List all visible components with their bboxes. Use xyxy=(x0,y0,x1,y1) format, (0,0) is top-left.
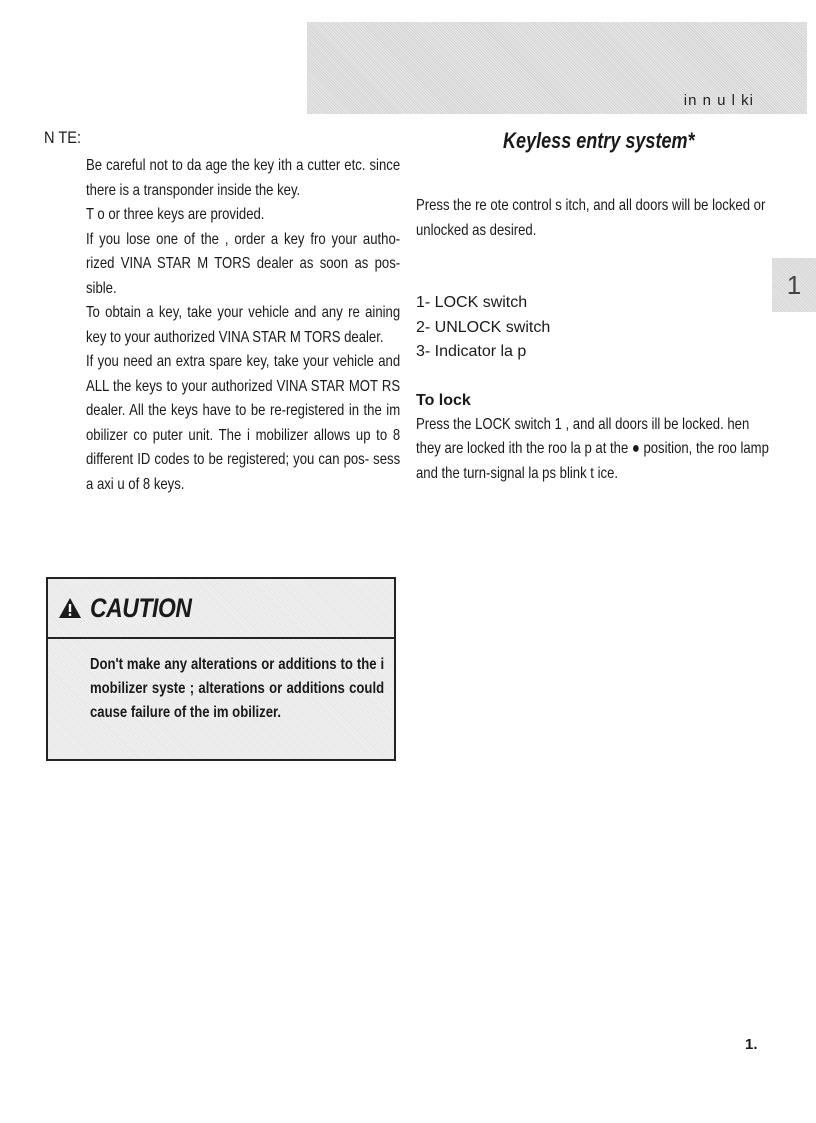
spacer xyxy=(416,365,772,389)
note-text: Be careful not to da age the key ith a cutter etc. since there is a transponder inside the key. xyxy=(86,157,401,199)
caution-box xyxy=(46,577,396,761)
caution-header xyxy=(48,579,394,639)
note-item xyxy=(86,350,400,497)
caution-title: CAUTION xyxy=(90,592,192,623)
note-heading: N TE: xyxy=(44,128,82,147)
note-item xyxy=(86,154,400,203)
warning-triangle-icon xyxy=(58,596,82,620)
chapter-tab: 1 xyxy=(772,258,816,312)
keyless-section xyxy=(416,128,772,486)
spacer xyxy=(416,267,772,291)
note-text: T o or three keys are provided. xyxy=(86,206,265,223)
note-text: If you need an extra spare key, take your vehicle and ALL the keys to your authorized VINA STAR MOT RS dealer. All the keys have to be re-registered in the im obilizer co puter unit. The i mobilizer allows up to 8 different ID codes to be registered; you can pos- sess a axi u of 8 keys. xyxy=(86,353,401,493)
to-lock-heading: To lock xyxy=(416,391,471,409)
part-item: 2- UNLOCK switch xyxy=(416,318,551,336)
caution-text-content: Don't make any alterations or additions to the i mobilizer syste ; alterations or additions could cause failure of the im obilizer. xyxy=(90,656,385,721)
page-number: 1. xyxy=(745,1036,758,1053)
header-label: in n u l ki xyxy=(683,92,754,109)
note-item xyxy=(86,228,400,302)
note-text: To obtain a key, take your vehicle and any re aining key to your authorized VINA STAR M TORS dealer. xyxy=(86,304,401,346)
keyless-intro-text: Press the re ote control s itch, and all doors will be locked or unlocked as desired. xyxy=(416,197,766,239)
to-lock-text xyxy=(416,413,772,487)
section-title-text: Keyless entry system* xyxy=(503,128,695,153)
keyless-intro xyxy=(416,194,772,243)
note-list xyxy=(44,154,400,497)
part-item: 1- LOCK switch xyxy=(416,294,528,311)
caution-text xyxy=(90,653,384,725)
note-item xyxy=(86,301,400,350)
to-lock-text-content: Press the LOCK switch 1 , and all doors ill be locked. hen they are locked ith the roo la p at the ● position, the roo lamp and the turn-signal la ps blink t ice. xyxy=(416,415,769,482)
spacer xyxy=(416,243,772,267)
note-text: If you lose one of the , order a key fro your autho- rized VINA STAR M TORS dealer as soon as pos- sible. xyxy=(86,230,401,297)
part-item: 3- Indicator la p xyxy=(416,343,527,360)
section-title xyxy=(416,128,772,154)
note-item xyxy=(86,203,400,228)
note-section xyxy=(44,128,400,497)
